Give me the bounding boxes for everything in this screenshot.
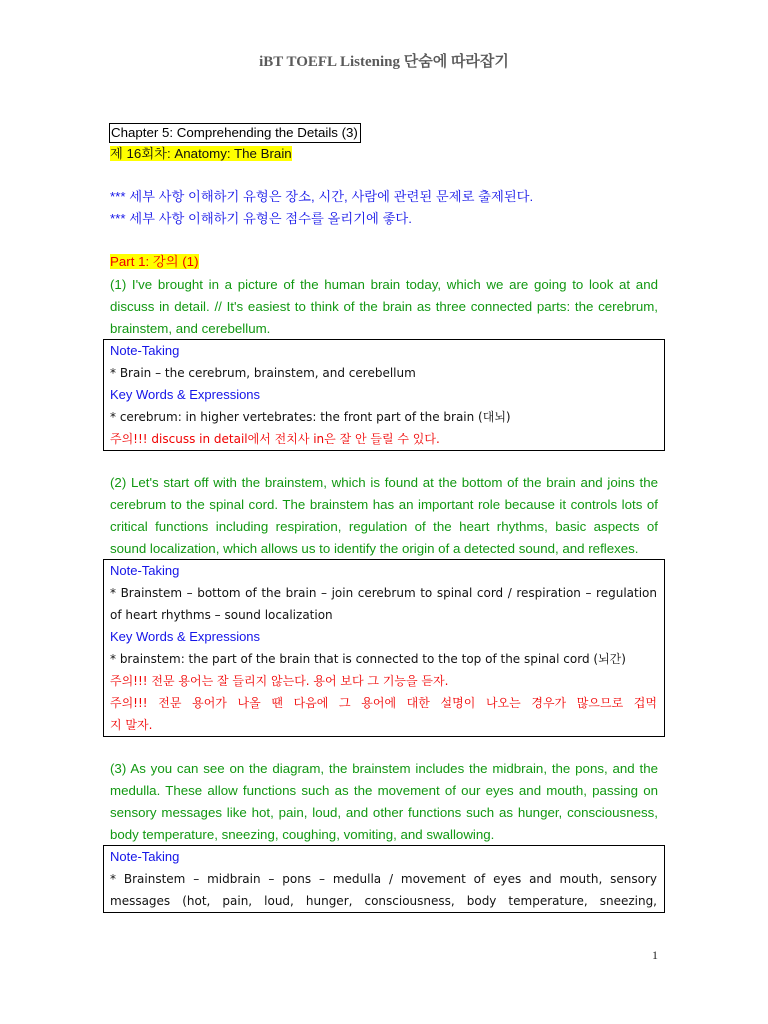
paragraph-line: brainstem, and cerebellum.	[110, 321, 271, 336]
note-box	[103, 559, 665, 737]
tip-line: *** 세부 사항 이해하기 유형은 점수를 올리기에 좋다.	[110, 211, 412, 226]
running-header: iBT TOEFL Listening 단숨에 따라잡기	[259, 54, 509, 70]
paragraph-line: (3) As you can see on the diagram, the brainstem includes the midbrain, the pons, and the	[110, 761, 658, 776]
paragraph-line: (2) Let's start off with the brainstem, which is found at the bottom of the brain and joins the	[110, 475, 658, 490]
caution-line: 주의!!! 전문 용어가 나올 땐 다음에 그 용어에 대한 설명이 나오는 경우가 많으므로 겁먹	[110, 696, 657, 710]
paragraph-line: body temperature, sneezing, coughing, vomiting, and swallowing.	[110, 827, 495, 842]
paragraph-line: sound localization, which allows us to identify the origin of a detected sound, and reflexes.	[110, 541, 639, 556]
lecture-paragraph	[110, 472, 658, 560]
lecture-paragraph	[110, 758, 658, 846]
session-title: 제 16회차: Anatomy: The Brain	[110, 146, 292, 161]
part-row	[110, 251, 658, 273]
note-taking-heading: Note-Taking	[110, 343, 180, 358]
note-line: * Brainstem – midbrain – pons – medulla / movement of eyes and mouth, sensory	[110, 872, 657, 886]
note-line: * Brain – the cerebrum, brainstem, and cerebellum	[110, 366, 416, 380]
note-box	[103, 339, 665, 451]
key-words-heading: Key Words & Expressions	[110, 387, 261, 402]
session-row	[110, 143, 658, 165]
tip-line: *** 세부 사항 이해하기 유형은 장소, 시간, 사람에 관련된 문제로 출제된다.	[110, 189, 534, 204]
key-word-line: * cerebrum: in higher vertebrates: the front part of the brain (대뇌)	[110, 410, 511, 424]
lecture-paragraph	[110, 274, 658, 340]
note-line: of heart rhythms – sound localization	[110, 608, 333, 622]
note-box	[103, 845, 665, 913]
paragraph-line: critical functions including respiration, regulation of the heart rhythms, basic aspects of	[110, 519, 658, 534]
caution-line: 주의!!! discuss in detail에서 전치사 in은 잘 안 들릴 수 있다.	[110, 432, 440, 446]
paragraph-line: (1) I've brought in a picture of the human brain today, which we are going to look at and	[110, 277, 658, 292]
caution-line: 주의!!! 전문 용어는 잘 들리지 않는다. 용어 보다 그 기능을 듣자.	[110, 674, 449, 688]
page-number: 1	[652, 948, 658, 962]
tip-list	[110, 186, 658, 230]
note-line: messages (hot, pain, loud, hunger, consciousness, body temperature, sneezing,	[110, 894, 657, 908]
paragraph-line: sensory messages like hot, pain, loud, and other functions such as hunger, consciousness,	[110, 805, 658, 820]
note-taking-heading: Note-Taking	[110, 563, 180, 578]
chapter-title: Chapter 5: Comprehending the Details (3)	[109, 123, 361, 143]
part-label: Part 1: 강의 (1)	[110, 254, 199, 269]
note-line: * Brainstem – bottom of the brain – join cerebrum to spinal cord / respiration – regulation	[110, 586, 657, 600]
caution-line: 지 말자.	[110, 718, 153, 732]
key-word-line: * brainstem: the part of the brain that is connected to the top of the spinal cord (뇌간)	[110, 652, 626, 666]
paragraph-line: discuss in detail. // It's easiest to think of the brain as three connected parts: the cerebrum,	[110, 299, 658, 314]
key-words-heading: Key Words & Expressions	[110, 629, 261, 644]
note-taking-heading: Note-Taking	[110, 849, 180, 864]
paragraph-line: medulla. These allow functions such as the movement of our eyes and mouth, passing on	[110, 783, 658, 798]
paragraph-line: cerebrum to the spinal cord. The brainstem has an important role because it controls lots of	[110, 497, 658, 512]
